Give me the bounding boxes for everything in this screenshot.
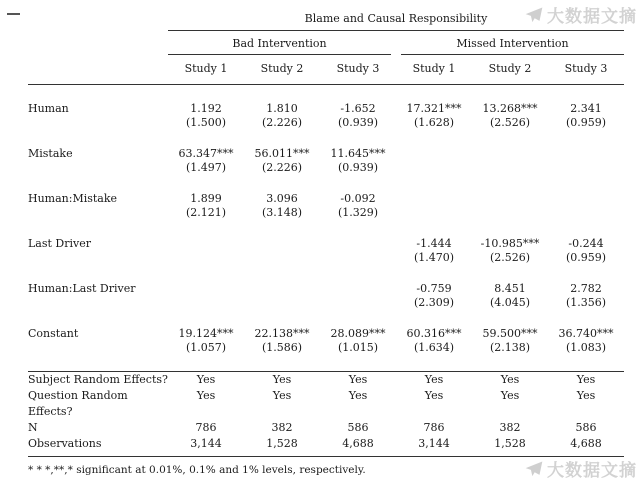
coef-cell bbox=[168, 192, 244, 220]
summary-value: 786 bbox=[423, 421, 445, 434]
table-row bbox=[28, 237, 624, 265]
coef-cell bbox=[396, 192, 472, 220]
coefficient: 22.138*** bbox=[254, 327, 310, 340]
std-error: (1.057) bbox=[185, 341, 227, 354]
summary-value: Yes bbox=[424, 389, 444, 402]
coef-cell bbox=[244, 327, 320, 355]
std-error: (1.628) bbox=[413, 116, 455, 129]
summary-value: Yes bbox=[196, 373, 216, 386]
std-error: (2.526) bbox=[489, 116, 531, 129]
coef-cell bbox=[472, 102, 548, 130]
group-header-missed-intervention: Missed Intervention bbox=[401, 37, 624, 55]
coef-cell bbox=[320, 102, 396, 130]
summary-value: Yes bbox=[272, 389, 292, 402]
significance-footnote: * * *,**,* significant at 0.01%, 0.1% and 1% levels, respectively. bbox=[28, 464, 366, 476]
group-header-row bbox=[28, 37, 624, 55]
coef-cell bbox=[396, 282, 472, 310]
coefficient: -0.092 bbox=[340, 192, 376, 205]
summary-value: 4,688 bbox=[570, 437, 602, 450]
std-error: (1.470) bbox=[413, 251, 455, 264]
table-row bbox=[28, 102, 624, 130]
summary-value: Yes bbox=[500, 389, 520, 402]
watermark-text: 大数据文摘 bbox=[547, 461, 637, 481]
coef-cell bbox=[244, 192, 320, 220]
coefficient: 11.645*** bbox=[330, 147, 386, 160]
std-error: (1.500) bbox=[185, 116, 227, 129]
coef-cell bbox=[244, 147, 320, 175]
summary-value: 586 bbox=[347, 421, 369, 434]
column-header: Study 2 bbox=[488, 62, 532, 75]
watermark-bottom bbox=[524, 456, 637, 481]
std-error: (2.226) bbox=[261, 116, 303, 129]
summary-value: Yes bbox=[272, 373, 292, 386]
row-label: Constant bbox=[28, 327, 79, 340]
summary-label: Subject Random Effects? bbox=[28, 373, 168, 386]
summary-value: Yes bbox=[576, 373, 596, 386]
group-header-bad-intervention: Bad Intervention bbox=[168, 37, 391, 55]
table-row bbox=[28, 192, 624, 220]
summary-row bbox=[28, 388, 624, 420]
summary-label: Observations bbox=[28, 437, 102, 450]
std-error: (1.083) bbox=[565, 341, 607, 354]
coefficient: 13.268*** bbox=[482, 102, 538, 115]
corner-mark bbox=[7, 13, 20, 15]
std-error: (0.959) bbox=[565, 116, 607, 129]
title-row bbox=[28, 12, 624, 31]
coef-cell bbox=[396, 327, 472, 355]
std-error: (0.939) bbox=[337, 116, 379, 129]
coefficient: 28.089*** bbox=[330, 327, 386, 340]
coef-cell bbox=[472, 192, 548, 220]
std-error: (1.329) bbox=[337, 206, 379, 219]
summary-value: Yes bbox=[576, 389, 596, 402]
std-error: (0.959) bbox=[565, 251, 607, 264]
summary-value: 3,144 bbox=[418, 437, 450, 450]
std-error: (1.356) bbox=[565, 296, 607, 309]
table-rule bbox=[28, 84, 624, 85]
coefficient: 19.124*** bbox=[178, 327, 234, 340]
coefficient: 17.321*** bbox=[406, 102, 462, 115]
row-label: Human:Mistake bbox=[28, 192, 118, 205]
std-error: (1.015) bbox=[337, 341, 379, 354]
coef-cell bbox=[396, 147, 472, 175]
coef-cell bbox=[396, 237, 472, 265]
row-label: Human:Last Driver bbox=[28, 282, 136, 295]
coefficient: -0.759 bbox=[416, 282, 452, 295]
summary-value: 586 bbox=[575, 421, 597, 434]
coef-cell bbox=[244, 102, 320, 130]
coef-cell bbox=[320, 147, 396, 175]
coef-cell bbox=[472, 147, 548, 175]
coef-cell bbox=[472, 282, 548, 310]
coef-cell bbox=[168, 102, 244, 130]
spacer bbox=[28, 37, 168, 55]
std-error: (3.148) bbox=[261, 206, 303, 219]
column-header: Study 2 bbox=[260, 62, 304, 75]
coef-cell bbox=[396, 102, 472, 130]
column-header: Study 3 bbox=[336, 62, 380, 75]
spacer bbox=[28, 62, 168, 76]
coefficient: 2.341 bbox=[570, 102, 602, 115]
summary-value: Yes bbox=[348, 373, 368, 386]
summary-row bbox=[28, 372, 624, 388]
summary-label: N bbox=[28, 421, 38, 434]
summary-value: 3,144 bbox=[190, 437, 222, 450]
spacer bbox=[28, 12, 168, 31]
coef-cell bbox=[320, 192, 396, 220]
std-error: (2.226) bbox=[261, 161, 303, 174]
summary-value: Yes bbox=[348, 389, 368, 402]
std-error: (1.586) bbox=[261, 341, 303, 354]
summary-label: Question Random Effects? bbox=[28, 389, 128, 418]
coefficient: 36.740*** bbox=[558, 327, 614, 340]
coef-cell bbox=[320, 327, 396, 355]
coefficient: 8.451 bbox=[494, 282, 526, 295]
row-label: Human bbox=[28, 102, 69, 115]
coefficient: 60.316*** bbox=[406, 327, 462, 340]
coef-cell bbox=[320, 237, 396, 265]
row-label: Mistake bbox=[28, 147, 73, 160]
coef-cell bbox=[168, 237, 244, 265]
coef-cell bbox=[168, 327, 244, 355]
watermark-text: 大数据文摘 bbox=[547, 7, 637, 27]
coef-cell bbox=[244, 237, 320, 265]
summary-row bbox=[28, 436, 624, 452]
summary-value: Yes bbox=[196, 389, 216, 402]
coef-cell bbox=[244, 282, 320, 310]
column-header-row bbox=[28, 62, 624, 76]
summary-value: 786 bbox=[195, 421, 217, 434]
column-header: Study 1 bbox=[184, 62, 228, 75]
std-error: (2.309) bbox=[413, 296, 455, 309]
column-header: Study 3 bbox=[564, 62, 608, 75]
coefficient: 56.011*** bbox=[254, 147, 310, 160]
table-row bbox=[28, 327, 624, 355]
paper-plane-icon bbox=[524, 459, 544, 479]
std-error: (1.497) bbox=[185, 161, 227, 174]
coefficient: -10.985*** bbox=[480, 237, 540, 250]
std-error: (2.138) bbox=[489, 341, 531, 354]
coefficient: -1.652 bbox=[340, 102, 376, 115]
summary-value: 1,528 bbox=[494, 437, 526, 450]
coefficient: 2.782 bbox=[570, 282, 602, 295]
coef-cell bbox=[548, 102, 624, 130]
coef-cell bbox=[320, 282, 396, 310]
coef-cell bbox=[548, 192, 624, 220]
summary-value: 4,688 bbox=[342, 437, 374, 450]
std-error: (4.045) bbox=[489, 296, 531, 309]
summary-value: Yes bbox=[424, 373, 444, 386]
std-error: (2.121) bbox=[185, 206, 227, 219]
summary-row bbox=[28, 420, 624, 436]
coefficient: -1.444 bbox=[416, 237, 452, 250]
coef-cell bbox=[548, 237, 624, 265]
coef-cell bbox=[548, 327, 624, 355]
summary-value: 382 bbox=[271, 421, 293, 434]
coefficient: 1.899 bbox=[190, 192, 222, 205]
std-error: (1.634) bbox=[413, 341, 455, 354]
row-label: Last Driver bbox=[28, 237, 92, 250]
std-error: (0.939) bbox=[337, 161, 379, 174]
table-row bbox=[28, 282, 624, 310]
coef-cell bbox=[472, 327, 548, 355]
coefficient: 1.192 bbox=[190, 102, 222, 115]
coefficient: 1.810 bbox=[266, 102, 298, 115]
column-header: Study 1 bbox=[412, 62, 456, 75]
coef-cell bbox=[472, 237, 548, 265]
coefficient: 3.096 bbox=[266, 192, 298, 205]
table-title: Blame and Causal Responsibility bbox=[168, 12, 624, 31]
summary-value: 1,528 bbox=[266, 437, 298, 450]
table-row bbox=[28, 147, 624, 175]
coef-cell bbox=[548, 147, 624, 175]
std-error: (2.526) bbox=[489, 251, 531, 264]
coefficient: 63.347*** bbox=[178, 147, 234, 160]
coef-cell bbox=[168, 282, 244, 310]
regression-table bbox=[28, 12, 624, 477]
coefficient: 59.500*** bbox=[482, 327, 538, 340]
coefficient: -0.244 bbox=[568, 237, 604, 250]
summary-value: Yes bbox=[500, 373, 520, 386]
coef-cell bbox=[548, 282, 624, 310]
coef-cell bbox=[168, 147, 244, 175]
summary-value: 382 bbox=[499, 421, 521, 434]
